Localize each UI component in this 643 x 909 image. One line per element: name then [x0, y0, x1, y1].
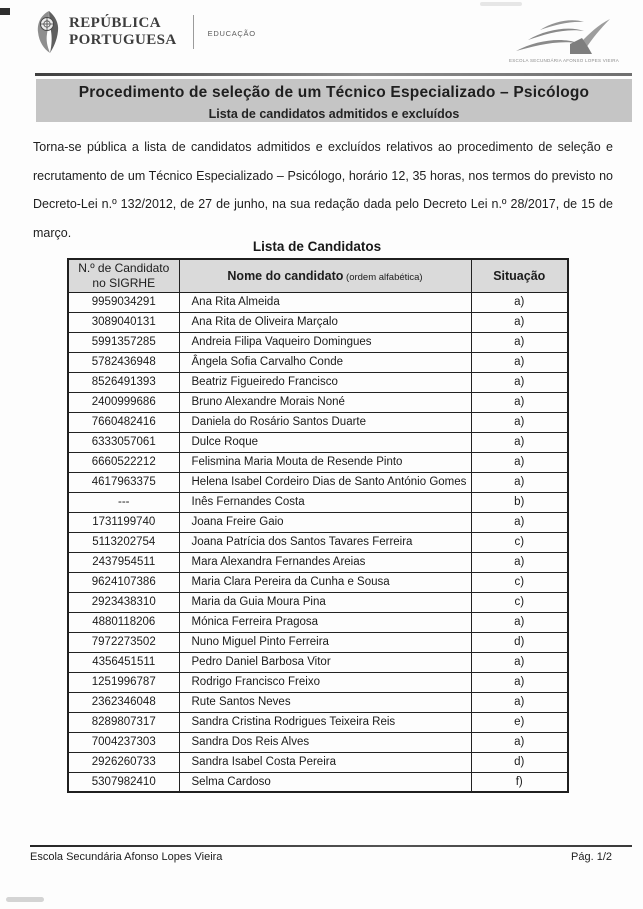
- candidate-name-cell: Mara Alexandra Fernandes Areias: [179, 552, 471, 572]
- table-row: [68, 532, 568, 552]
- candidates-table: [67, 258, 569, 793]
- ministry-label: EDUCAÇÃO: [207, 28, 256, 38]
- candidate-id-cell: 3089040131: [68, 312, 179, 332]
- candidate-id-cell: 4356451511: [68, 652, 179, 672]
- candidate-status-cell: a): [471, 652, 568, 672]
- header-candidate-number-line1: N.º de Candidato: [78, 261, 170, 276]
- header-candidate-name: [179, 259, 471, 292]
- table-row: [68, 732, 568, 752]
- table-row: [68, 552, 568, 572]
- header-candidate-number-line2: no SIGRHE: [92, 275, 156, 290]
- candidate-id-cell: 8289807317: [68, 712, 179, 732]
- candidate-status-cell: a): [471, 452, 568, 472]
- candidate-status-cell: a): [471, 612, 568, 632]
- republica-portuguesa-emblem-icon: [36, 11, 60, 53]
- candidate-name-cell: Joana Freire Gaio: [179, 512, 471, 532]
- candidate-name-cell: Beatriz Figueiredo Francisco: [179, 372, 471, 392]
- candidate-id-cell: 4617963375: [68, 472, 179, 492]
- candidate-status-cell: c): [471, 572, 568, 592]
- candidate-name-cell: Helena Isabel Cordeiro Dias de Santo António Gomes: [179, 472, 471, 492]
- candidate-name-cell: Bruno Alexandre Morais Noné: [179, 392, 471, 412]
- title-block: [36, 79, 632, 122]
- candidate-id-cell: 5113202754: [68, 532, 179, 552]
- candidate-name-cell: Maria Clara Pereira da Cunha e Sousa: [179, 572, 471, 592]
- candidate-status-cell: a): [471, 472, 568, 492]
- table-row: [68, 392, 568, 412]
- table-row: [68, 612, 568, 632]
- table-row: [68, 672, 568, 692]
- candidate-status-cell: a): [471, 732, 568, 752]
- table-caption: Lista de Candidatos: [252, 239, 382, 254]
- header-candidate-name-note: (ordem alfabética): [343, 271, 423, 283]
- candidate-id-cell: 1731199740: [68, 512, 179, 532]
- document-title: Procedimento de seleção de um Técnico Especializado – Psicólogo: [78, 84, 590, 101]
- table-row: [68, 632, 568, 652]
- candidate-name-cell: Dulce Roque: [179, 432, 471, 452]
- header-candidate-number: [68, 259, 179, 292]
- table-row: [68, 752, 568, 772]
- candidate-name-cell: Daniela do Rosário Santos Duarte: [179, 412, 471, 432]
- candidate-status-cell: e): [471, 712, 568, 732]
- intro-paragraph: Torna-se pública a lista de candidatos admitidos e excluídos relativos ao procedimento de seleção e recrutamento de um Técnico Especializado – Psicólogo, horário 12, 35 horas, nos termos do previsto no Decreto-Lei n.º 132/2012, de 27 de junho, na sua redação dada pelo Decreto Lei n.º 28/2017, de 15 de março.: [33, 140, 613, 240]
- candidate-status-cell: a): [471, 552, 568, 572]
- table-row: [68, 512, 568, 532]
- candidate-name-cell: Ana Rita Almeida: [179, 292, 471, 312]
- candidate-id-cell: 4880118206: [68, 612, 179, 632]
- table-row: [68, 652, 568, 672]
- candidate-status-cell: a): [471, 512, 568, 532]
- footer-page-number: Pág. 1/2: [571, 851, 612, 863]
- candidate-name-cell: Sandra Cristina Rodrigues Teixeira Reis: [179, 712, 471, 732]
- header-candidate-name-main: Nome do candidato: [227, 268, 344, 283]
- candidate-status-cell: a): [471, 332, 568, 352]
- candidate-status-cell: a): [471, 432, 568, 452]
- candidate-name-cell: Joana Patrícia dos Santos Tavares Ferreira: [179, 532, 471, 552]
- candidate-status-cell: d): [471, 632, 568, 652]
- candidate-name-cell: Andreia Filipa Vaqueiro Domingues: [179, 332, 471, 352]
- table-row: [68, 332, 568, 352]
- school-swoosh-logo-icon: [512, 17, 616, 57]
- gov-logo-wordmark: [69, 15, 177, 49]
- candidate-name-cell: Sandra Dos Reis Alves: [179, 732, 471, 752]
- candidate-id-cell: 9624107386: [68, 572, 179, 592]
- table-row: [68, 312, 568, 332]
- table-row: [68, 412, 568, 432]
- table-row: [68, 592, 568, 612]
- table-row: [68, 572, 568, 592]
- candidate-status-cell: a): [471, 312, 568, 332]
- candidate-id-cell: 7972273502: [68, 632, 179, 652]
- candidate-id-cell: 9959034291: [68, 292, 179, 312]
- table-row: [68, 372, 568, 392]
- candidate-id-cell: 7004237303: [68, 732, 179, 752]
- candidate-id-cell: 2400999686: [68, 392, 179, 412]
- candidate-id-cell: 7660482416: [68, 412, 179, 432]
- republica-portuguesa-logo: [36, 11, 256, 53]
- candidate-status-cell: c): [471, 592, 568, 612]
- candidate-id-cell: 6660522212: [68, 452, 179, 472]
- candidate-name-cell: Pedro Daniel Barbosa Vitor: [179, 652, 471, 672]
- candidate-id-cell: 6333057061: [68, 432, 179, 452]
- gov-logo-line2: PORTUGUESA: [69, 32, 177, 48]
- candidate-name-cell: Nuno Miguel Pinto Ferreira: [179, 632, 471, 652]
- candidate-id-cell: 2926260733: [68, 752, 179, 772]
- candidate-id-cell: 2362346048: [68, 692, 179, 712]
- candidate-status-cell: c): [471, 532, 568, 552]
- table-row: [68, 712, 568, 732]
- school-logo: [506, 17, 622, 63]
- candidate-status-cell: f): [471, 772, 568, 792]
- candidate-id-cell: 5782436948: [68, 352, 179, 372]
- candidate-status-cell: b): [471, 492, 568, 512]
- candidate-id-cell: 2923438310: [68, 592, 179, 612]
- document-subtitle: Lista de candidatos admitidos e excluídos: [208, 107, 460, 121]
- table-row: [68, 432, 568, 452]
- candidate-id-cell: 1251996787: [68, 672, 179, 692]
- table-row: [68, 452, 568, 472]
- candidate-status-cell: a): [471, 292, 568, 312]
- school-logo-caption: ESCOLA SECUNDÁRIA AFONSO LOPES VIEIRA: [508, 58, 620, 63]
- candidate-id-cell: 5991357285: [68, 332, 179, 352]
- candidate-name-cell: Sandra Isabel Costa Pereira: [179, 752, 471, 772]
- table-row: [68, 692, 568, 712]
- table-row: [68, 292, 568, 312]
- table-row: [68, 492, 568, 512]
- candidate-name-cell: Ângela Sofia Carvalho Conde: [179, 352, 471, 372]
- gov-logo-line1: REPÚBLICA: [69, 15, 161, 31]
- candidate-name-cell: Mónica Ferreira Pragosa: [179, 612, 471, 632]
- table-row: [68, 772, 568, 792]
- candidate-status-cell: a): [471, 692, 568, 712]
- candidate-status-cell: a): [471, 372, 568, 392]
- scan-smudge-top: [480, 2, 522, 6]
- candidate-status-cell: a): [471, 412, 568, 432]
- candidate-name-cell: Rute Santos Neves: [179, 692, 471, 712]
- candidate-status-cell: a): [471, 352, 568, 372]
- header-rule: [35, 73, 632, 76]
- candidate-name-cell: Ana Rita de Oliveira Marçalo: [179, 312, 471, 332]
- header-situation: Situação: [471, 259, 568, 292]
- candidate-name-cell: Felismina Maria Mouta de Resende Pinto: [179, 452, 471, 472]
- candidate-id-cell: ---: [68, 492, 179, 512]
- candidate-status-cell: a): [471, 392, 568, 412]
- logo-divider: [193, 15, 194, 49]
- candidate-status-cell: d): [471, 752, 568, 772]
- scan-artifact-bottom: [6, 897, 44, 902]
- candidate-status-cell: a): [471, 672, 568, 692]
- table-row: [68, 472, 568, 492]
- footer-school-name: Escola Secundária Afonso Lopes Vieira: [30, 851, 223, 863]
- scan-artifact-top: [0, 8, 10, 15]
- candidate-name-cell: Selma Cardoso: [179, 772, 471, 792]
- candidate-id-cell: 2437954511: [68, 552, 179, 572]
- table-row: [68, 352, 568, 372]
- candidates-table-header: [68, 259, 568, 292]
- footer-rule: [30, 845, 632, 847]
- candidates-table-body: [68, 292, 568, 792]
- candidate-name-cell: Inês Fernandes Costa: [179, 492, 471, 512]
- candidate-name-cell: Rodrigo Francisco Freixo: [179, 672, 471, 692]
- candidate-name-cell: Maria da Guia Moura Pina: [179, 592, 471, 612]
- candidate-id-cell: 5307982410: [68, 772, 179, 792]
- candidate-id-cell: 8526491393: [68, 372, 179, 392]
